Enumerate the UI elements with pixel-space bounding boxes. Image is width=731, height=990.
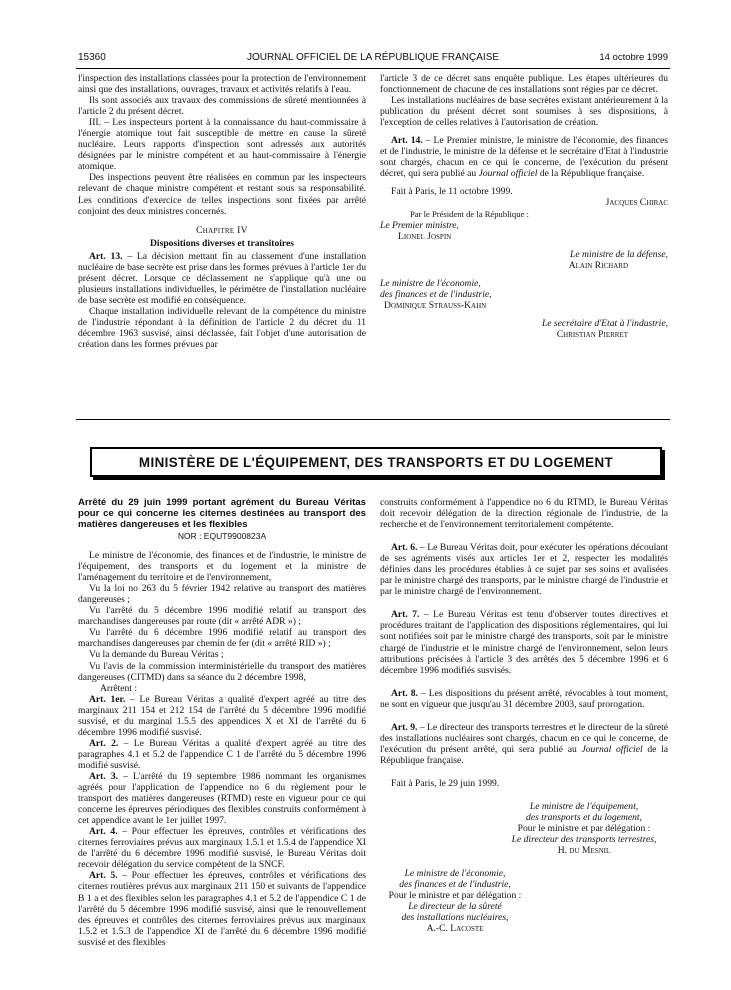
article-text: – L'arrêté du 19 septembre 1986 nommant les organismes agréés pour l'application de l'appendice no 6 du règlement pour le transport des matières dangereuses (RTMD) reste en vigueur pour ce qui concerne les épreuves périodiques des flexibles construits conformément à cet appendice avant le 1er juillet 1997. — [78, 770, 367, 827]
nor-reference: NOR : EQUT9900823A — [177, 531, 267, 541]
top-right-column — [380, 73, 668, 340]
signature-president: Jacques Chirac — [605, 197, 668, 209]
article-label: Art. 7. — [391, 609, 420, 621]
paragraph: Chaque installation individuelle relevant de la compétence du ministre de l'industrie répondant à la définition de l'article 2 du décret du 11 décembre 1963 susvisé, ainsi déclassée, fait l'objet d'une autorisation de création dans les formes prévues par — [78, 305, 366, 351]
article-label: Art. 9. — [391, 721, 418, 733]
paragraph: Vu l'arrêté du 6 décembre 1996 modifié relatif au transport des marchandises dangereuses par chemin de fer (dit « arrêté RID ») ; — [78, 627, 366, 650]
signature-line: des transports et du logement, — [526, 812, 642, 824]
signature-name: H. du Mesnil — [557, 845, 611, 857]
article-label: Art. 8. — [391, 687, 418, 699]
article-label: Art. 4. — [89, 826, 118, 838]
article-3 — [78, 771, 366, 826]
bottom-left-column — [78, 497, 366, 948]
industry-name: Christian Pierret — [556, 328, 628, 340]
paragraph: Ils sont associés aux travaux des commissions de sûreté mentionnées à l'article 2 du présent décret. — [78, 95, 366, 118]
arretent: Arrêtent : — [100, 682, 138, 694]
defense-name: Alain Richard — [568, 259, 628, 271]
paragraph: Vu l'avis de la commission interministérielle du transport des matières dangereuses (CITMD) dans sa séance du 2 décembre 1998, — [78, 660, 366, 683]
section-rule — [76, 419, 670, 420]
chapter-title: Dispositions diverses et transitoires — [150, 237, 294, 249]
header-rule — [76, 68, 670, 69]
paragraph: Le ministre de l'économie, des finances et de l'industrie, le ministre de l'équipement, des transports et du logement et la ministre de l'aménagement du territoire et de l'environnement, — [78, 550, 366, 584]
article-label: Art. 13. — [89, 250, 123, 262]
signature-line: des installations nucléaires, — [401, 912, 509, 924]
economy-title-1: Le ministre de l'économie, — [380, 277, 481, 289]
article-text-end: de la République française. — [380, 743, 669, 766]
journal-ref: Journal officiel — [581, 743, 643, 755]
signature-line: Le ministre de l'équipement, — [529, 800, 639, 812]
article-text: – Le Bureau Véritas est tenu d'observer toutes directives et procédures traitant de l'application des dispositions réglementaires, qui lui sont notifiées soit par le ministre chargé des transports, soit par le ministre chargé de l'industrie et le ministre chargé de l'environnement, selon leurs attributions précisées à l'article 3 des arrêtés des 5 décembre 1996 et 6 décembre 1996 modifiés susvisés. — [380, 609, 669, 676]
paragraph: construits conformément à l'appendice no 6 du RTMD, le Bureau Véritas doit recevoir délégation de la direction régionale de l'industrie, de la recherche et de l'environnement territorialement compétente. — [380, 497, 668, 531]
article-label: Art. 14. — [391, 135, 423, 147]
journal-ref: Journal officiel — [478, 168, 538, 180]
journal-title: JOURNAL OFFICIEL DE LA RÉPUBLIQUE FRANÇAISE — [246, 52, 500, 63]
chapter-heading: Chapitre IV — [196, 224, 248, 236]
paragraph: III. – Les inspecteurs portent à la connaissance du haut-commissaire à l'énergie atomique tout fait susceptible de mettre en cause la sûreté nucléaire. Leurs rapports d'inspection sont adressés aux autorités désignées par le ministre compétent et au haut-commissaire à l'énergie atomique. — [78, 117, 366, 173]
pm-name: Lionel Jospin — [398, 230, 452, 242]
bottom-right-column — [380, 497, 668, 935]
paragraph: Des inspections peuvent être réalisées en commun par les inspecteurs relevant de chaque ministre compétent et restant sous sa responsabilité. Les conditions d'exercice de telles inspections sont fixées par arrêté conjoint des deux ministres concernés. — [78, 172, 366, 217]
paragraph: l'inspection des installations classées pour la protection de l'environnement ainsi que des installations, ouvrages, travaux et activités relatifs à l'eau. — [78, 73, 366, 96]
page-header — [78, 52, 668, 66]
ministry-banner: MINISTÈRE DE L'ÉQUIPEMENT, DES TRANSPORTS ET DU LOGEMENT — [90, 447, 662, 477]
article-13 — [78, 251, 366, 306]
economy-name: Dominique Strauss-Kahn — [384, 299, 487, 311]
article-1 — [78, 694, 366, 738]
top-left-column — [78, 73, 366, 350]
article-6 — [380, 542, 668, 597]
page-number: 15360 — [78, 52, 106, 63]
paragraph: Vu la loi no 263 du 5 février 1942 relative au transport des matières dangereuses ; — [78, 583, 366, 606]
article-label: Art. 3. — [89, 770, 119, 782]
article-text: – Le Bureau Véritas a qualité d'expert agréé au titre des marginaux 211 154 et 212 154 de l'arrêté du 5 décembre 1996 modifié susvisé, et du marginal 1.5.5 des appendices X et XI de l'arrêté du 6 décembre 1996 modifié susvisé. — [78, 693, 367, 738]
signature-name: A.-C. Lacoste — [426, 923, 484, 935]
article-text-end: de la République française. — [537, 168, 645, 180]
signature-line: Le directeur des transports terrestres, — [511, 834, 657, 846]
article-text: – Le directeur des transports terrestres et le directeur de la sûreté des installations nucléaires sont chargés, chacun en ce qui le concerne, de l'exécution du présent arrêté, qui sera publié au — [380, 721, 669, 755]
article-text: – La décision mettant fin au classement d'une installation nucléaire de base secrète est prise dans les formes prévues à l'article 1er du présent décret. Lorsque ce déclassement ne s'applique qu'à une ou plusieurs installations individuelles, le périmètre de l'installation nucléaire de base secrète est modifié en conséquence. — [78, 250, 366, 306]
by-president: Par le Président de la République : — [410, 208, 529, 219]
paragraph: Les installations nucléaires de base secrètes existant antérieurement à la publication du présent décret sont soumises à ses dispositions, à l'exception de celles relatives à l'autorisation de création. — [380, 95, 668, 129]
industry-title: Le secrétaire d'Etat à l'industrie, — [541, 317, 668, 329]
economy-signature-block — [380, 868, 530, 934]
article-label: Art. 6. — [391, 542, 418, 554]
article-text: – Pour effectuer les épreuves, contrôles et vérifications des citernes routières prévus aux marginaux 211 150 et suivants de l'appendice B 1 a et des flexibles selon les paragraphes 4.1 et 5.2 de l'appendice C 1 de l'arrêté du 5 décembre 1996 modifié susvisé, ainsi que le renouvellement des épreuves et contrôles des citernes ferroviaires prévus aux marginaux 1.5.2 et 1.5.3 de l'appendice XI de l'arrêté du 6 décembre 1996 modifié susvisé et des flexibles — [78, 870, 367, 948]
article-text: – Le Bureau Véritas doit, pour exécuter les opérations découlant de ses agréments visés aux articles 1er et 2, respecter les modalités définies dans les procédures établies à ce sujet par ses soins et avalisées par le ministre chargé des transports, par le ministre chargé de l'industrie et par le ministre chargé de l'environnement. — [380, 542, 668, 598]
defense-title: Le ministre de la défense, — [570, 248, 668, 260]
signature-line: Le ministre de l'économie, — [404, 868, 506, 880]
article-8 — [380, 688, 668, 710]
equipment-signature-block — [380, 801, 668, 856]
signature-line: Le directeur de la sûreté — [408, 901, 502, 913]
article-label: Art. 5. — [89, 870, 118, 882]
done-at: Fait à Paris, le 29 juin 1999. — [391, 777, 500, 789]
article-5 — [78, 870, 366, 947]
paragraph: l'article 3 de ce décret sans enquête publique. Les étapes ultérieures du fonctionnement de chacune de ces installations sont régies par ce décret. — [380, 73, 668, 96]
article-4 — [78, 826, 366, 870]
article-text: – Les dispositions du présent arrêté, révocables à tout moment, ne sont en vigueur que jusqu'au 31 décembre 2003, sauf prorogation. — [380, 687, 669, 710]
signature-line: des finances et de l'industrie, — [399, 879, 511, 891]
done-at: Fait à Paris, le 11 octobre 1999. — [391, 186, 513, 198]
issue-date: 14 octobre 1999 — [599, 52, 668, 63]
article-text: – Le Bureau Véritas a qualité d'expert agréé au titre des paragraphes 4.1 et 5.2 de l'appendice C 1 de l'arrêté du 5 décembre 1996 modifié susvisé. — [78, 737, 367, 771]
article-14 — [380, 135, 668, 179]
decree-title: Arrêté du 29 juin 1999 portant agrément du Bureau Véritas pour ce qui concerne les citernes destinées au transport des matières dangereuses et les flexibles — [78, 497, 366, 530]
article-text: – Le Premier ministre, le ministre de l'économie, des finances et de l'industrie, le ministre de la défense et le secrétaire d'Etat à l'industrie sont chargés, chacun en ce qui le concerne, de l'exécution du présent décret, qui sera publié au — [380, 135, 668, 180]
article-9 — [380, 722, 668, 766]
article-label: Art. 2. — [89, 737, 119, 749]
article-7 — [380, 609, 668, 675]
article-2 — [78, 738, 366, 771]
paragraph: Vu l'arrêté du 5 décembre 1996 modifié relatif au transport des marchandises dangereuses par route (dit « arrêté ADR ») ; — [78, 605, 366, 628]
article-label: Art. 1er. — [89, 693, 126, 705]
article-text: – Pour effectuer les épreuves, contrôles et vérifications des citernes ferroviaires prévus aux marginaux 1.5.1 et 1.5.4 de l'appendice XI de l'arrêté du 6 décembre 1996 modifié susvisé, le Bureau Véritas doit recevoir délégation du service compétent de la SNCF. — [78, 826, 367, 871]
signature-line: Pour le ministre et par délégation : — [388, 890, 522, 902]
economy-title-2: des finances et de l'industrie, — [380, 288, 492, 300]
pm-title: Le Premier ministre, — [380, 219, 459, 231]
paragraph: Vu la demande du Bureau Véritas ; — [89, 649, 224, 661]
signature-line: Pour le ministre et par délégation : — [517, 823, 651, 835]
